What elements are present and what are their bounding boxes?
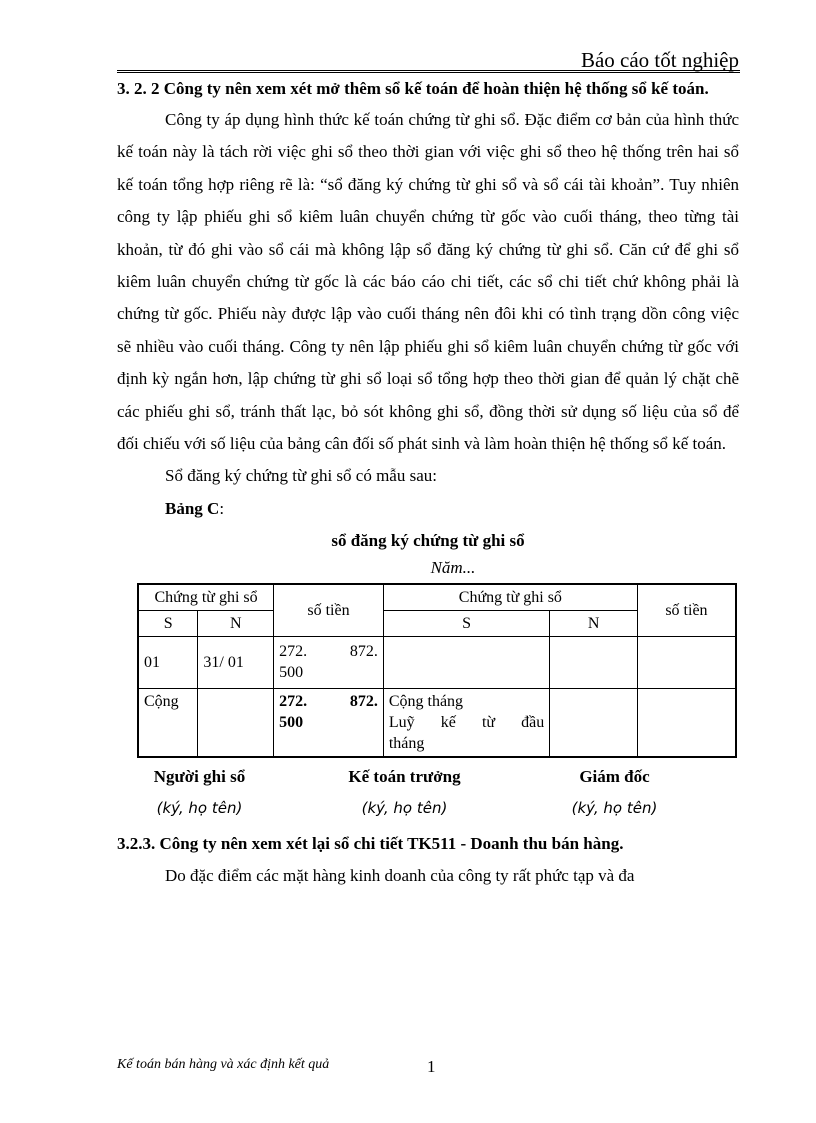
signature-director xyxy=(527,764,702,826)
page-content xyxy=(117,73,739,892)
row1-s: 01 xyxy=(138,636,198,688)
cumulative-word-5: tháng xyxy=(388,734,425,752)
subheader-n-left: N xyxy=(198,610,274,636)
header-voucher-left: Chứng từ ghi sổ xyxy=(138,584,274,611)
subheader-n-right: N xyxy=(550,610,638,636)
total-right-amount xyxy=(637,688,736,757)
table-header-row xyxy=(138,584,736,611)
row1-amount-part-c: 500 xyxy=(279,664,304,682)
cumulative-word-2: kế xyxy=(440,713,456,731)
section-heading-3-2-2: 3. 2. 2 Công ty nên xem xét mở thêm sổ kế toán để hoàn thiện hệ thống sổ kế toán. xyxy=(117,79,709,98)
total-amount-part-c: 500 xyxy=(279,713,304,731)
table-label-text: Bảng C xyxy=(165,498,220,518)
signature-block xyxy=(117,764,739,826)
table-label xyxy=(117,493,739,525)
signature-title: Người ghi sổ xyxy=(153,766,246,786)
cumulative-word-1: Luỹ xyxy=(388,713,415,731)
footer-title: Kế toán bán hàng và xác định kết quả xyxy=(117,1057,330,1072)
paragraph-product-characteristics: Do đặc điểm các mặt hàng kinh doanh của công ty rất phức tạp và đa xyxy=(165,865,635,885)
signature-title: Kế toán trưởng xyxy=(348,766,461,786)
page-number: 1 xyxy=(427,1057,436,1076)
row1-amount-part-b: 872. xyxy=(349,643,378,661)
total-label: Cộng xyxy=(138,688,198,757)
table-row-total xyxy=(138,688,736,757)
subheader-s-left: S xyxy=(138,610,198,636)
total-amount xyxy=(274,688,384,757)
table-row xyxy=(138,636,736,688)
total-n xyxy=(198,688,274,757)
signature-sub: (ký, họ tên) xyxy=(156,798,243,817)
total-month-label: Cộng tháng xyxy=(388,692,464,710)
row1-amount xyxy=(274,636,384,688)
header-amount-right: số tiền xyxy=(637,584,736,637)
total-amount-part-b: 872. xyxy=(349,692,378,710)
paragraph-template-intro: Sổ đăng ký chứng từ ghi sổ có mẫu sau: xyxy=(165,466,437,486)
register-year: Năm... xyxy=(430,557,476,577)
total-right-n xyxy=(550,688,638,757)
cumulative-word-4: đầu xyxy=(521,713,545,731)
row1-right-amount xyxy=(637,636,736,688)
row1-amount-part-a: 272. xyxy=(279,643,308,661)
header-amount-left: số tiền xyxy=(274,584,384,637)
signature-chief-accountant xyxy=(282,764,527,826)
header-voucher-right: Chứng từ ghi sổ xyxy=(383,584,637,611)
table-label-suffix: : xyxy=(219,498,225,518)
signature-recorder xyxy=(117,764,282,826)
paragraph-method: Công ty áp dụng hình thức kế toán chứng từ ghi sổ. Đặc điểm cơ bản của hình thức kế toán này là tách rời việc ghi sổ theo thời gian với việc ghi sổ theo hệ thống trên hai sổ kế toán tổng hợp riêng rẽ là: “sổ đăng ký chứng từ ghi sổ và sổ cái tài khoản”. Tuy nhiên công ty lập phiếu ghi sổ kiêm luân chuyển chứng từ gốc vào cuối tháng, theo từng tài khoản, từ đó ghi vào sổ cái mà không lập sổ đăng ký chứng từ ghi sổ. Căn cứ để ghi sổ kiêm luân chuyển chứng từ gốc là các báo cáo chi tiết, các sổ chi tiết chứ không phải là chứng từ gốc. Phiếu này được lập vào cuối tháng nên đôi khi có tình trạng dồn công việc sẽ nhiều vào cuối tháng. Công ty nên lập phiếu ghi sổ kiêm luân chuyển chứng từ gốc với định kỳ ngắn hơn, lập chứng từ ghi sổ loại sổ tổng hợp theo thời gian để quản lý chặt chẽ các phiếu ghi sổ, tránh thất lạc, bỏ sót không ghi sổ, đồng thời sử dụng số liệu của sổ để đối chiếu với số liệu của bảng cân đối số phát sinh và làm hoàn thiện hệ thống sổ kế toán. xyxy=(117,110,739,454)
row1-right-s xyxy=(383,636,549,688)
signature-sub: (ký, họ tên) xyxy=(361,798,448,817)
subheader-s-right: S xyxy=(383,610,549,636)
row1-n: 31/ 01 xyxy=(198,636,274,688)
total-description xyxy=(383,688,549,757)
total-amount-part-a: 272. xyxy=(279,692,308,710)
section-heading-3-2-3: 3.2.3. Công ty nên xem xét lại sổ chi tiết TK511 - Doanh thu bán hàng. xyxy=(117,833,624,853)
header-title: Báo cáo tốt nghiệp xyxy=(580,48,739,72)
signature-sub: (ký, họ tên) xyxy=(571,798,658,817)
cumulative-word-3: từ xyxy=(481,713,496,731)
register-title: sổ đăng ký chứng từ ghi sổ xyxy=(331,530,525,550)
register-table xyxy=(137,583,737,758)
row1-right-n xyxy=(550,636,638,688)
signature-title: Giám đốc xyxy=(579,766,650,786)
